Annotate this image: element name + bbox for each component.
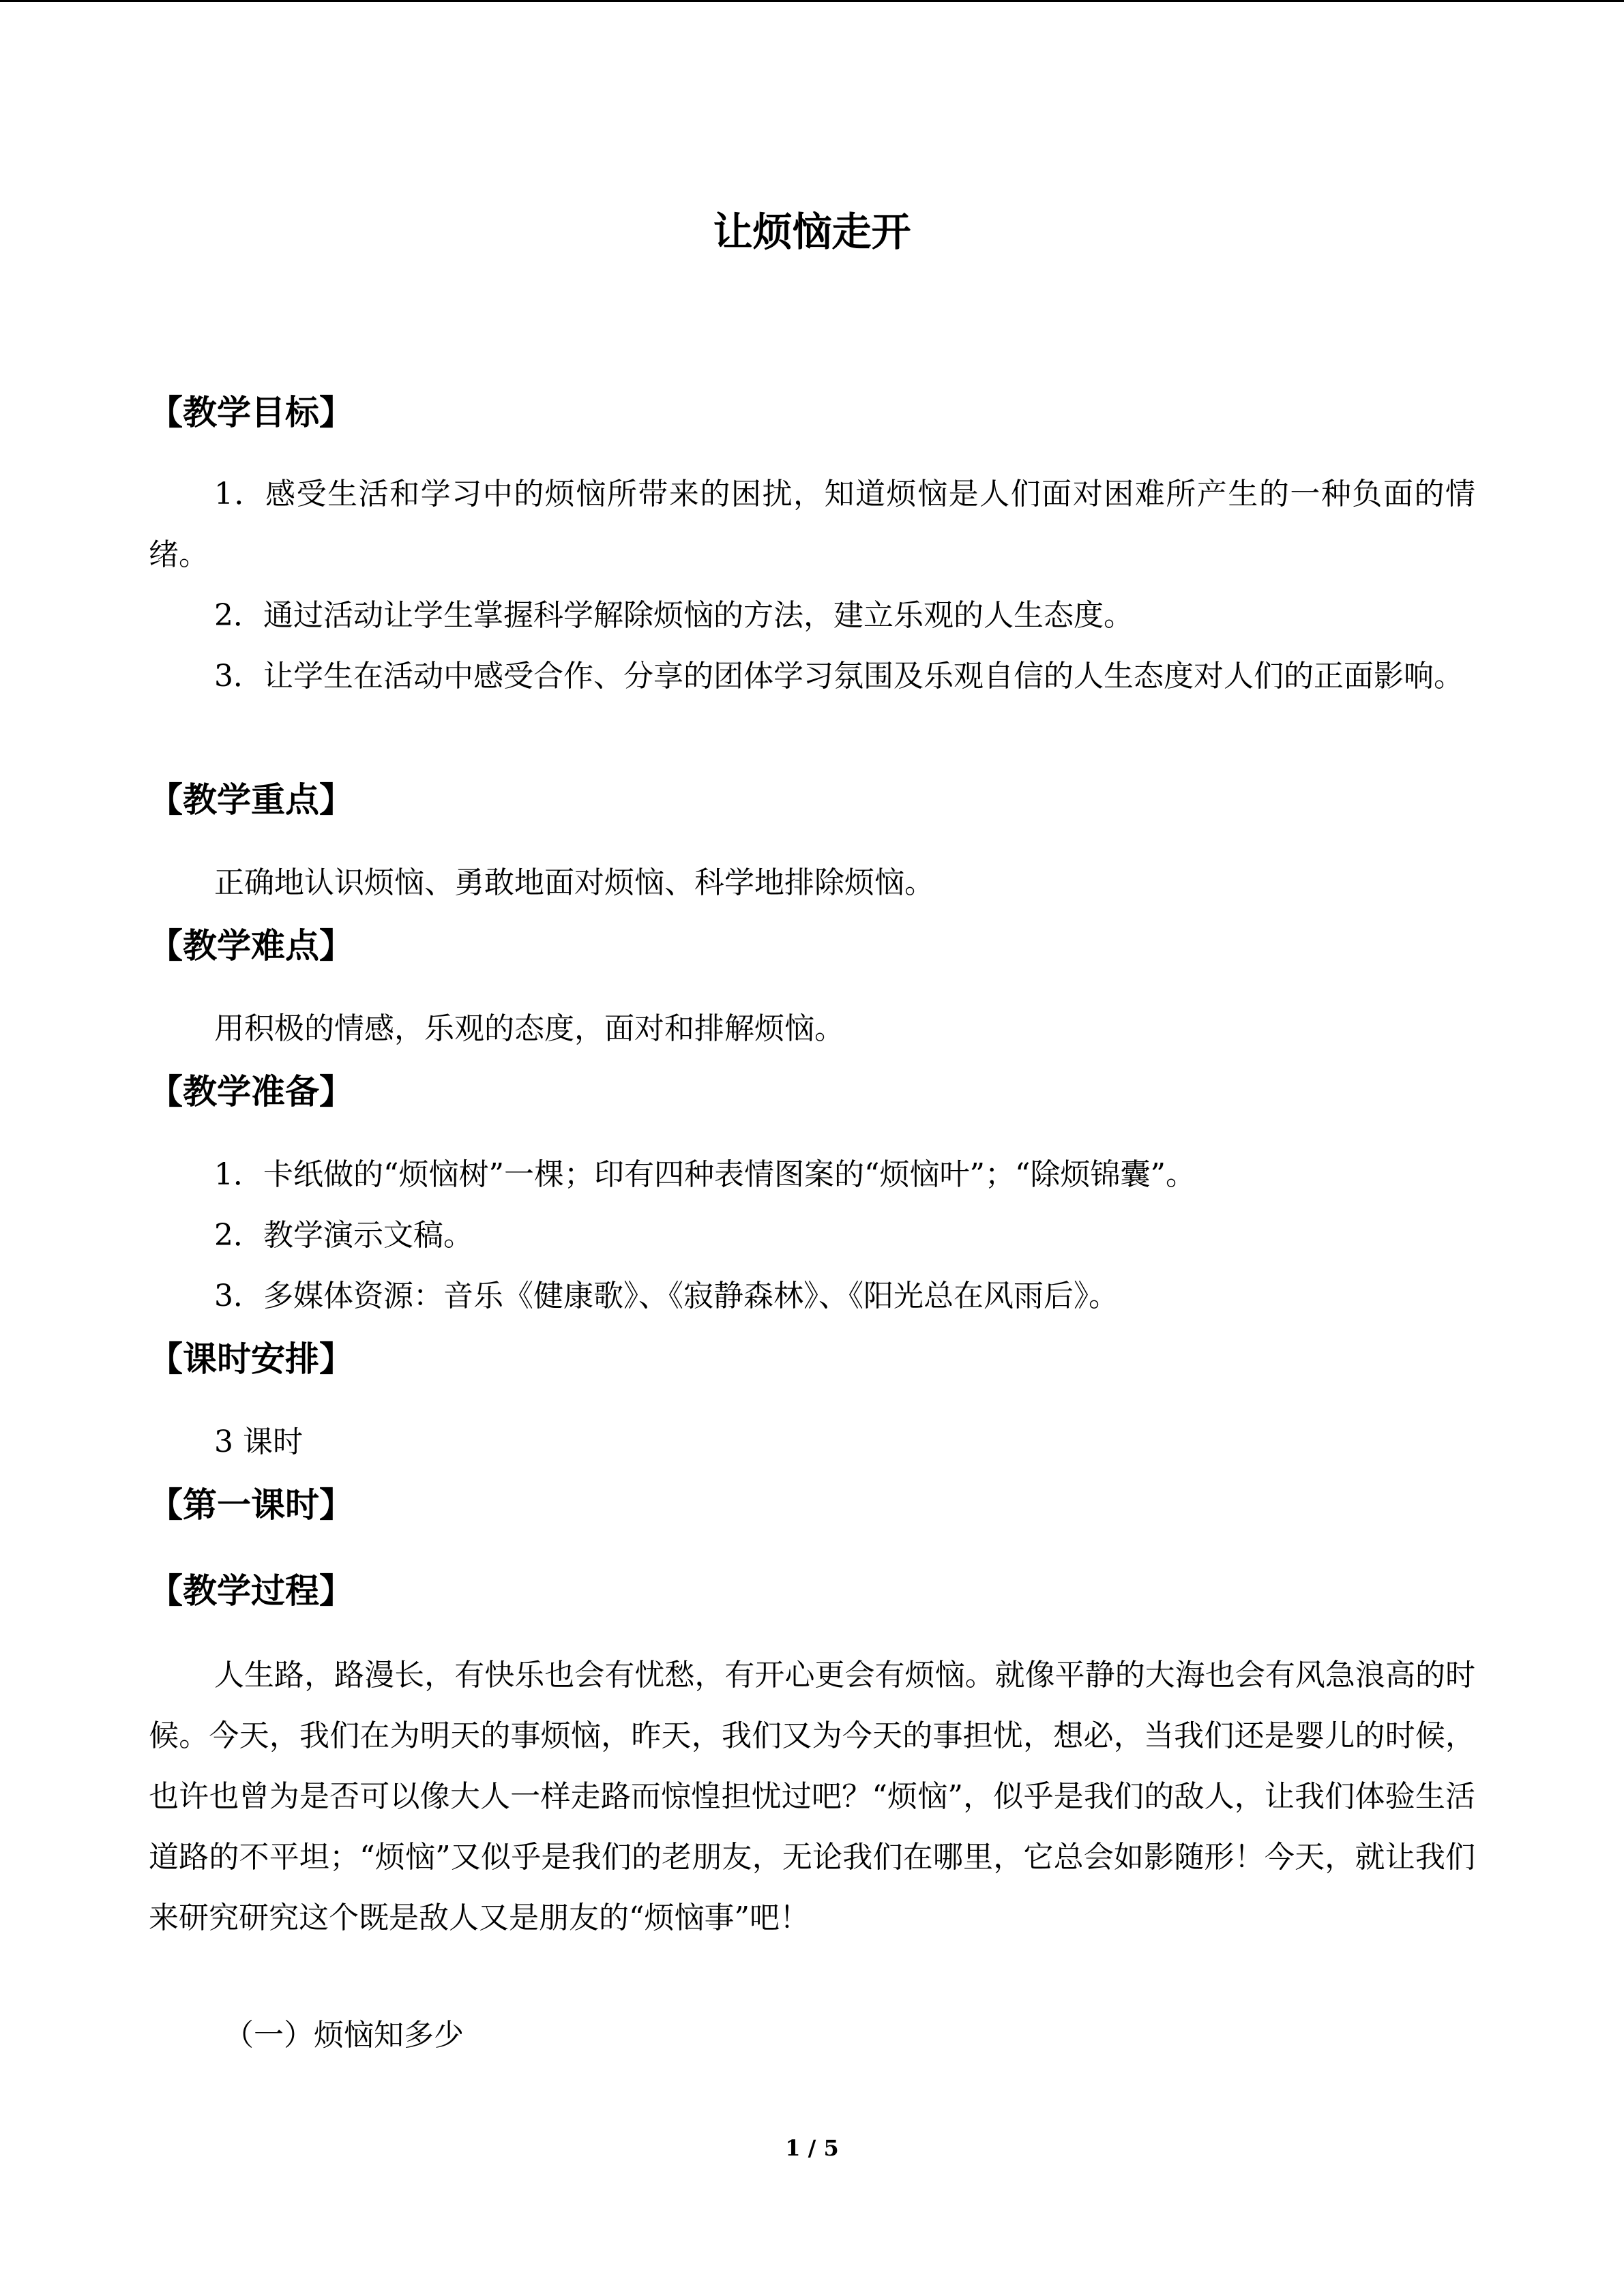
heading-preparation: 【教学准备】 [149,1072,353,1112]
heading-schedule: 【课时安排】 [149,1339,353,1379]
key-points-text: 正确地认识烦恼、勇敢地面对烦恼、科学地排除烦恼。 [214,865,934,900]
objective-item-1: 1．感受生活和学习中的烦恼所带来的困扰，知道烦恼是人们面对困难所产生的一种负面的情绪。 [149,477,1475,572]
process-subheading-1: （一）烦恼知多少 [224,2018,464,2053]
schedule-text: 3 课时 [214,1425,303,1459]
heading-objectives: 【教学目标】 [149,393,353,432]
heading-process: 【教学过程】 [149,1571,353,1611]
heading-key-points: 【教学重点】 [149,780,353,820]
process-intro-paragraph: 人生路，路漫长，有快乐也会有忧愁，有开心更会有烦恼。就像平静的大海也会有风急浪高的时候。今天，我们在为明天的事烦恼，昨天，我们又为今天的事担忧，想必，当我们还是婴儿的时候，也许也曾为是否可以像大人一样走路而惊惶担忧过吧？“烦恼”，似乎是我们的敌人，让我们体验生活道路的不平坦；“烦恼”又似乎是我们的老朋友，无论我们在哪里，它总会如影随形！今天，就让我们来研究研究这个既是敌人又是朋友的“烦恼事”吧！ [149,1658,1475,1935]
preparation-item-3: 3．多媒体资源：音乐《健康歌》、《寂静森林》、《阳光总在风雨后》。 [214,1279,1119,1313]
difficulties-text: 用积极的情感，乐观的态度，面对和排解烦恼。 [214,1011,844,1046]
heading-difficulties: 【教学难点】 [149,926,353,966]
document-page [149,0,1475,2296]
page-number: 1 / 5 [785,2135,839,2161]
heading-first-lesson: 【第一课时】 [149,1485,353,1525]
document-title: 让烦恼走开 [713,209,911,255]
preparation-item-1: 1．卡纸做的“烦恼树”一棵；印有四种表情图案的“烦恼叶”；“除烦锦囊”。 [214,1157,1196,1192]
objective-item-3: 3．让学生在活动中感受合作、分享的团体学习氛围及乐观自信的人生态度对人们的正面影响。 [214,659,1464,694]
preparation-item-2: 2．教学演示文稿。 [214,1218,473,1253]
objective-item-2: 2．通过活动让学生掌握科学解除烦恼的方法，建立乐观的人生态度。 [214,598,1134,633]
